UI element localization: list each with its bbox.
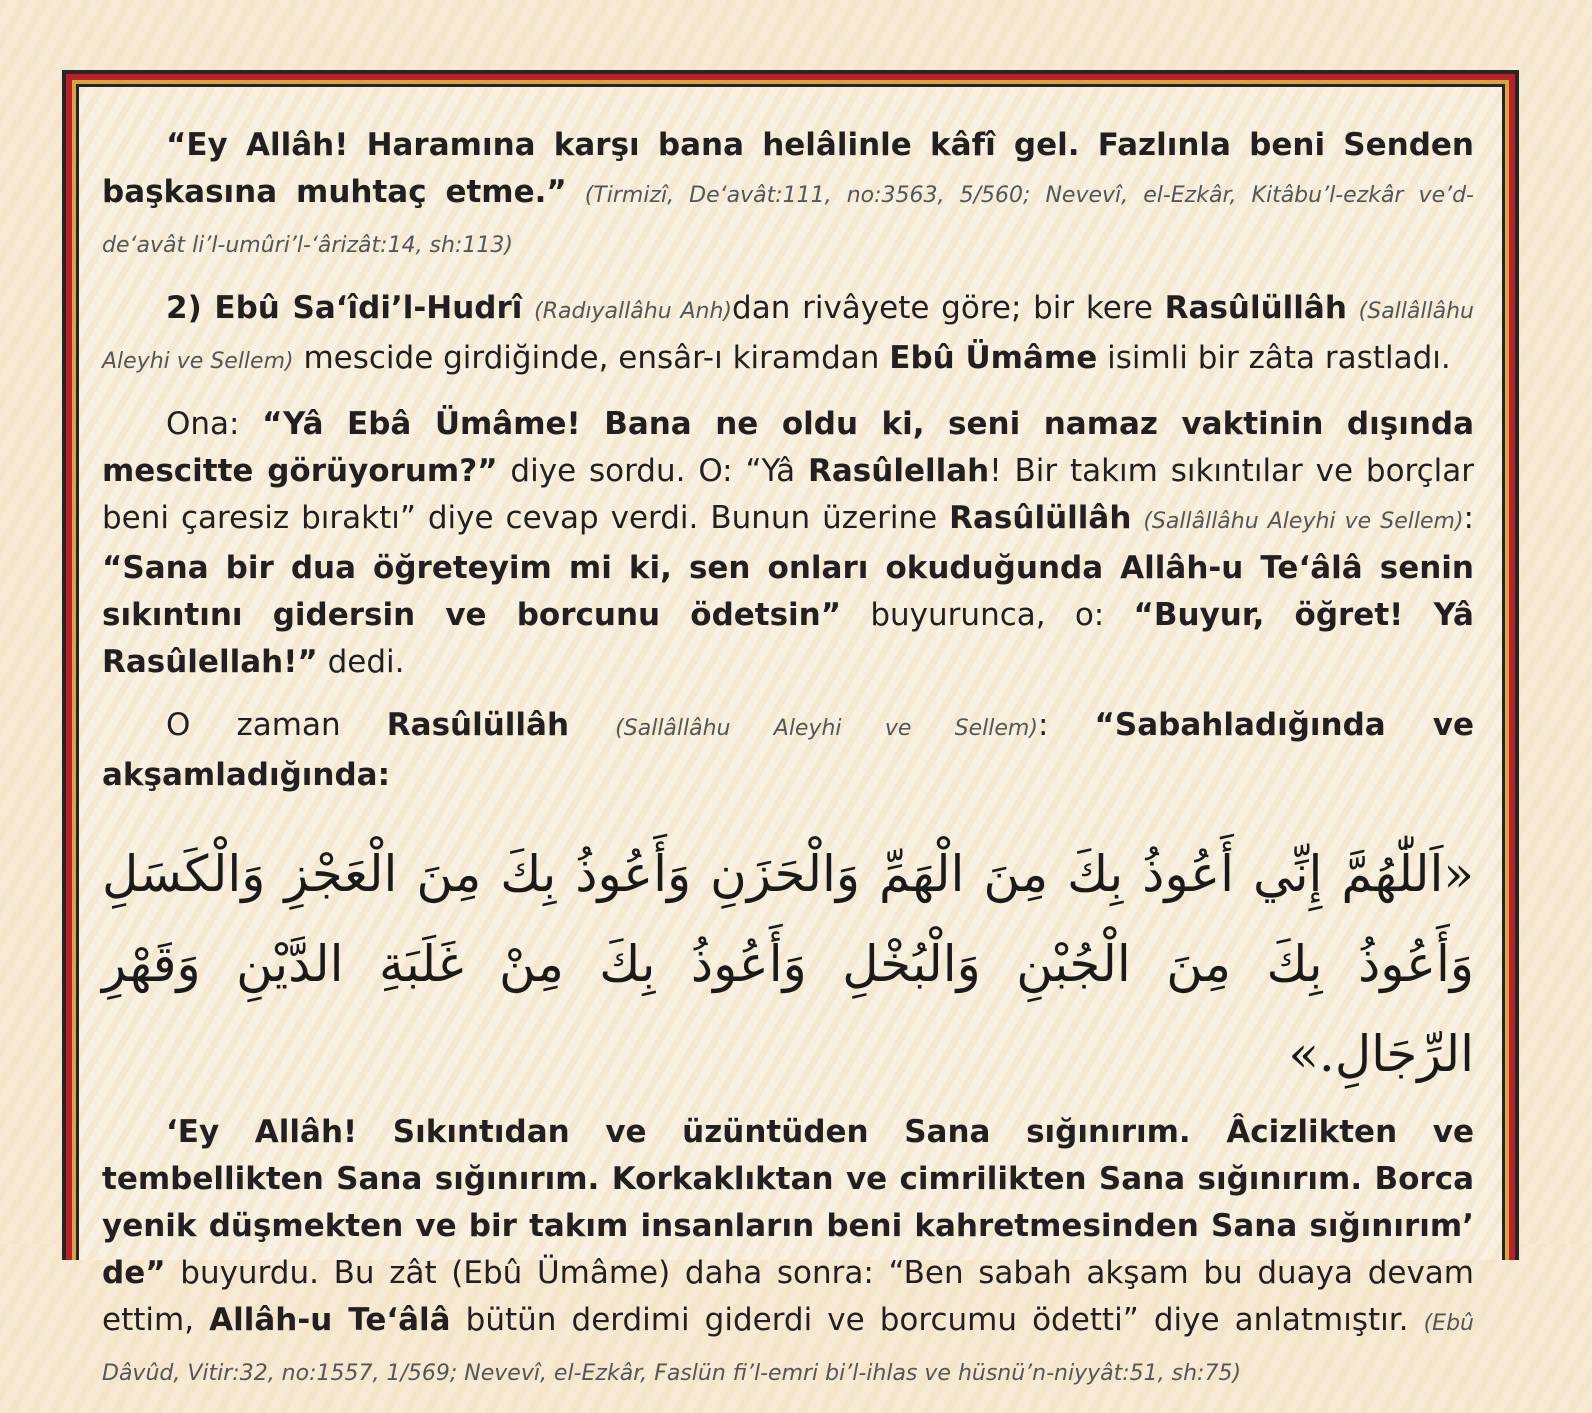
honorific: (Radıyallâhu Anh) — [534, 299, 733, 324]
text: buyurdu. Bu zât (Ebû Ümâme) daha sonra: “Ben sabah akşam bu duaya devam ettim, — [102, 1255, 1474, 1338]
name-allah: Allâh-u Te‘âlâ — [209, 1302, 451, 1338]
name-rasulullah: Rasûlüllâh — [386, 707, 570, 743]
name-rasulellah: Rasûlellah — [808, 453, 990, 489]
quote-bold: “Sabahladığında ve akşamladığında: — [102, 707, 1474, 793]
text-body — [102, 122, 1474, 1413]
name-ebu-umame: Ebû Ümâme — [889, 340, 1098, 376]
honorific: (Sallâllâhu Aleyhi ve Sellem) — [102, 299, 1474, 374]
text: O zaman — [166, 707, 387, 743]
text: dedi. — [317, 644, 405, 680]
text: mescide girdiğinde, ensâr-ı kiramdan — [293, 340, 890, 376]
text: buyurunca, o: — [841, 597, 1134, 633]
quote-bold: “Buyur, öğret! Yâ Rasûlellah!” — [102, 597, 1474, 680]
arabic-line-2: وَأَعُوذُ بِكَ مِنَ الْجُبْنِ وَالْبُخْلِ وَأَعُوذُ بِكَ مِنْ غَلَبَةِ الدَّيْنِ وَقَهْرِ الرِّجَالِ.» — [102, 935, 1474, 1083]
citation-ref: (Tirmizî, De‘avât:111, no:3563, 5/560; Nevevî, el-Ezkâr, Kitâbu’l-ezkâr ve’d-de‘avât li’l-umûri’l-‘ârizât:14, sh:113) — [102, 183, 1474, 258]
text: Ona: — [166, 406, 263, 442]
name-rasulullah: Rasûlüllâh — [949, 500, 1132, 536]
text: dan rivâyete göre; bir kere — [732, 290, 1165, 326]
text: ! Bir takım sıkıntılar ve borçlar beni çaresiz bıraktı” diye cevap verdi. Bunun üzerine — [102, 453, 1474, 536]
translation-bold: ‘Ey Allâh! Sıkıntıdan ve üzüntüden Sana sığınırım. Âcizlikten ve tembellikten Sana sığınırım. Korkaklıktan ve cimrilikten Sana sığınırım. Borca yenik düşmekten ve bir takım insanların beni kahretmesinden Sana sığınırım’ de” — [102, 1114, 1474, 1291]
paragraph-4 — [102, 702, 1474, 799]
paragraph-2 — [102, 285, 1474, 385]
text: diye sordu. O: “Yâ — [497, 453, 809, 489]
dua-quote-bold: “Ey Allâh! Haramına karşı bana helâlinle kâfî gel. Fazlınla beni Senden başkasına muhtaç etme.” — [102, 127, 1474, 210]
paragraph-3 — [102, 401, 1474, 686]
honorific: (Sallâllâhu Aleyhi ve Sellem) — [615, 716, 1038, 741]
paragraph-1 — [102, 122, 1474, 269]
quote-bold: “Yâ Ebâ Ümâme! Bana ne oldu ki, seni namaz vaktinin dışında mescitte görüyorum?” — [102, 406, 1474, 489]
citation-ref: (Ebû Dâvûd, Vitir:32, no:1557, 1/569; Nevevî, el-Ezkâr, Faslün fi’l-emri bi’l-ihlas ve hüsnü’n-niyyât:51, sh:75) — [102, 1311, 1474, 1386]
text: : — [1037, 707, 1095, 743]
paragraph-5 — [102, 1109, 1474, 1397]
arabic-line-1: «اَللّٰهُمَّ إِنِّي أَعُوذُ بِكَ مِنَ الْهَمِّ وَالْحَزَنِ وَأَعُوذُ بِكَ مِنَ الْعَجْزِ وَالْكَسَلِ — [102, 845, 1474, 903]
arabic-dua — [102, 829, 1474, 1099]
text: isimli bir zâta rastladı. — [1097, 340, 1451, 376]
narrator-name: 2) Ebû Sa‘îdi’l-Hudrî — [166, 290, 523, 326]
text: : — [1463, 500, 1474, 536]
name-rasulullah: Rasûlüllâh — [1164, 290, 1347, 326]
text: bütün derdimi giderdi ve borcumu ödetti” diye anlatmıştır. — [450, 1302, 1424, 1338]
quote-bold: “Sana bir dua öğreteyim mi ki, sen onları okuduğunda Allâh-u Te‘âlâ senin sıkıntını gidersin ve borcunu ödetsin” — [102, 550, 1474, 633]
honorific: (Sallâllâhu Aleyhi ve Sellem) — [1143, 509, 1464, 534]
